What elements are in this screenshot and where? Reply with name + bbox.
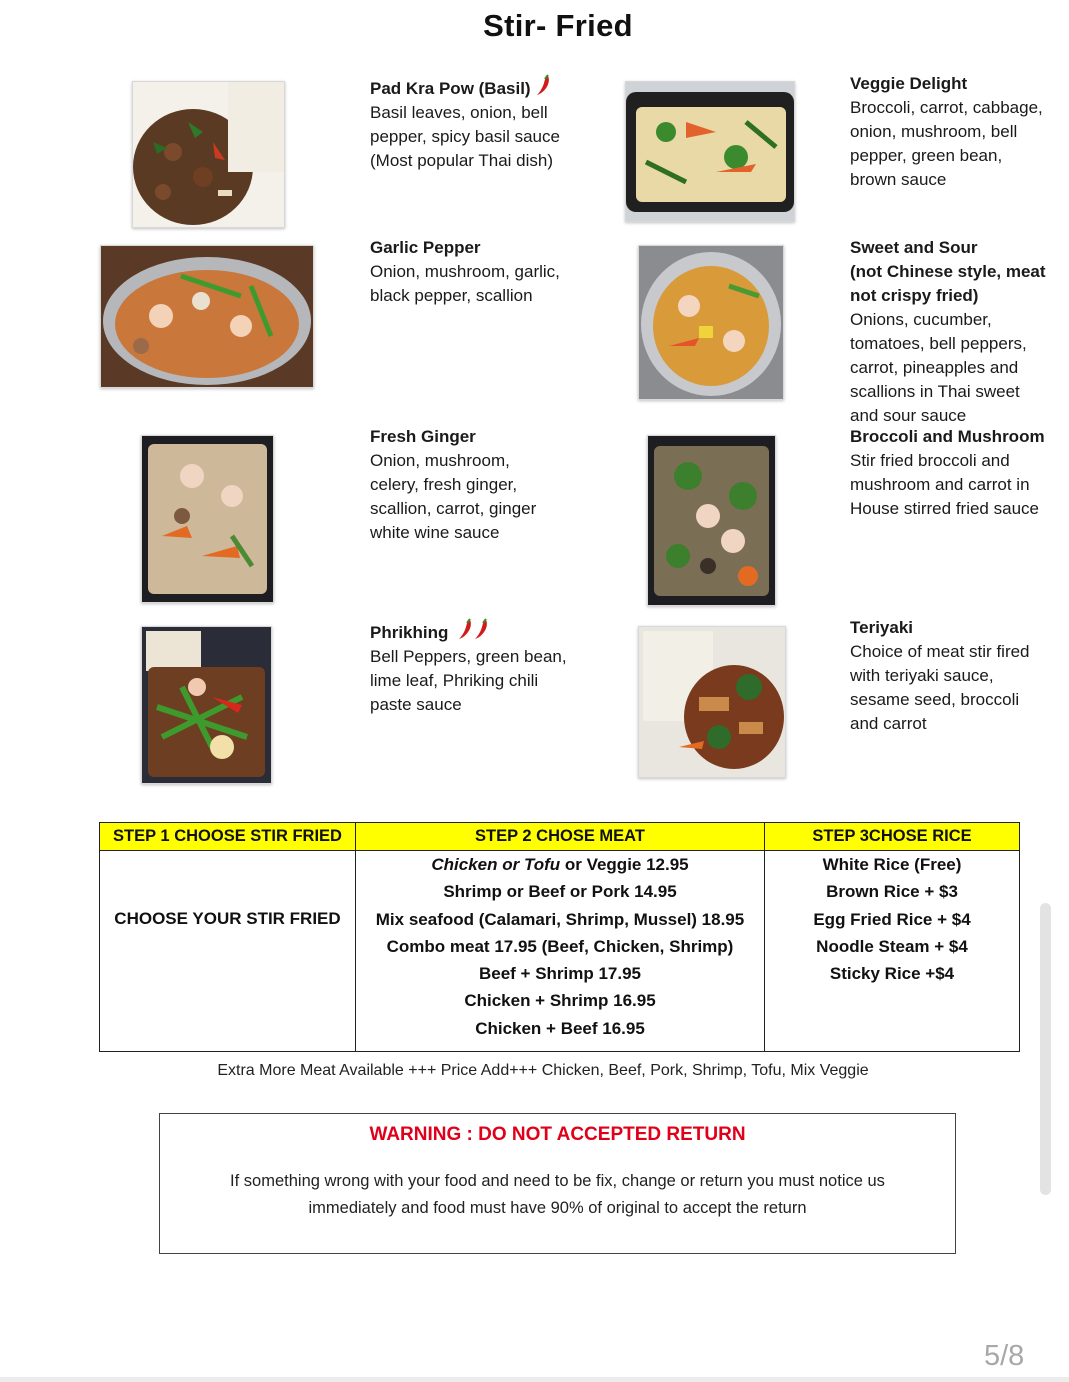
item-desc-line: and carrot <box>850 714 927 733</box>
item-desc-line: pepper, spicy basil sauce <box>370 127 560 146</box>
meat-option: Beef + Shrimp 17.95 <box>478 964 642 984</box>
menu-item-fresh-ginger <box>370 425 590 545</box>
meat-option: Chicken + Beef 16.95 <box>475 1018 645 1038</box>
item-desc-line: white wine sauce <box>370 523 500 542</box>
item-desc-line: Basil leaves, onion, bell <box>370 103 548 122</box>
two-chili-peppers-icon <box>456 618 490 640</box>
step3-rice-list <box>765 851 1020 1052</box>
item-desc-line: paste sauce <box>370 695 462 714</box>
item-desc-line: tomatoes, bell peppers, <box>850 334 1027 353</box>
item-name: Veggie Delight <box>850 74 968 93</box>
item-desc-line: sesame seed, broccoli <box>850 690 1020 709</box>
menu-item-sweet-and-sour <box>850 236 1065 428</box>
step2-meat-list <box>356 851 765 1052</box>
item-name: Teriyaki <box>850 618 914 637</box>
item-desc-line: Choice of meat stir fired <box>850 642 1030 661</box>
broccoli-and-mushroom-photo <box>647 435 776 606</box>
item-desc-line: mushroom and carrot in <box>850 475 1030 494</box>
menu-item-phrikhing <box>370 618 590 717</box>
meat-option-rest: or Veggie 12.95 <box>560 855 689 874</box>
warning-line: immediately and food must have 90% of original to accept the return <box>308 1199 807 1217</box>
warning-title: WARNING : DO NOT ACCEPTED RETURN <box>369 1124 746 1145</box>
item-desc-line: carrot, pineapples and <box>850 358 1019 377</box>
garlic-pepper-photo <box>100 245 314 388</box>
menu-item-veggie-delight <box>850 72 1060 192</box>
sweet-and-sour-photo <box>638 245 784 400</box>
item-desc-line: Bell Peppers, green bean, <box>370 647 567 666</box>
rice-option: Sticky Rice +$4 <box>829 964 955 984</box>
menu-item-teriyaki <box>850 616 1065 736</box>
item-name-line: (not Chinese style, meat <box>850 262 1046 281</box>
page-indicator: 5/8 <box>984 1340 1025 1372</box>
item-name: Pad Kra Pow (Basil) <box>370 79 531 98</box>
item-desc-line: black pepper, scallion <box>370 286 533 305</box>
teriyaki-photo <box>638 626 786 778</box>
step1-header: STEP 1 CHOOSE STIR FRIED <box>100 823 356 851</box>
item-name-line: not crispy fried) <box>850 286 979 305</box>
warning-box <box>159 1113 956 1254</box>
item-desc-line: lime leaf, Phriking chili <box>370 671 539 690</box>
veggie-delight-photo <box>625 81 795 222</box>
menu-item-pad-kra-pow <box>370 74 590 173</box>
fresh-ginger-photo <box>141 435 274 603</box>
step2-header: STEP 2 CHOSE MEAT <box>356 823 765 851</box>
meat-option: Mix seafood (Calamari, Shrimp, Mussel) 18.95 <box>375 909 745 929</box>
phrikhing-photo <box>141 626 272 784</box>
menu-item-broccoli-and-mushroom <box>850 425 1065 521</box>
item-desc-line: Broccoli, carrot, cabbage, <box>850 98 1043 117</box>
item-desc-line: and sour sauce <box>850 406 967 425</box>
item-desc-line: with teriyaki sauce, <box>850 666 994 685</box>
item-name: Phrikhing <box>370 623 449 642</box>
meat-option: Chicken + Shrimp 16.95 <box>464 991 656 1011</box>
item-desc-line: Onion, mushroom, garlic, <box>370 262 560 281</box>
menu-item-garlic-pepper <box>370 236 590 308</box>
bottom-divider <box>0 1377 1069 1382</box>
rice-option: Egg Fried Rice + $4 <box>813 909 971 929</box>
item-desc-line: scallions in Thai sweet <box>850 382 1020 401</box>
warning-body <box>160 1168 955 1222</box>
step3-header: STEP 3CHOSE RICE <box>765 823 1020 851</box>
meat-option <box>356 851 764 878</box>
item-desc-line: brown sauce <box>850 170 947 189</box>
item-desc-line: celery, fresh ginger, <box>370 475 518 494</box>
vertical-scrollbar[interactable] <box>1040 903 1051 1195</box>
meat-option-italic: Chicken or Tofu <box>431 855 561 874</box>
item-desc-line: Onions, cucumber, <box>850 310 992 329</box>
rice-option: Noodle Steam + $4 <box>816 936 968 956</box>
rice-option: White Rice (Free) <box>822 855 962 874</box>
item-desc-line: Stir fried broccoli and <box>850 451 1010 470</box>
rice-option: Brown Rice + $3 <box>826 882 958 902</box>
meat-option: Shrimp or Beef or Pork 14.95 <box>443 882 677 902</box>
item-name: Broccoli and Mushroom <box>850 427 1045 446</box>
step1-cell: CHOOSE YOUR STIR FRIED <box>100 851 356 1052</box>
page-title: Stir- Fried <box>483 8 633 43</box>
item-desc-line: pepper, green bean, <box>850 146 1003 165</box>
item-desc-line: scallion, carrot, ginger <box>370 499 537 518</box>
item-name-line: Sweet and Sour <box>850 238 978 257</box>
item-desc-line: Onion, mushroom, <box>370 451 510 470</box>
extra-meat-note: Extra More Meat Available +++ Price Add+++ Chicken, Beef, Pork, Shrimp, Tofu, Mix Veggie <box>217 1062 869 1079</box>
item-desc-line: (Most popular Thai dish) <box>370 151 553 170</box>
warning-line: If something wrong with your food and need to be fix, change or return you must notice us <box>230 1172 885 1190</box>
item-name: Garlic Pepper <box>370 238 481 257</box>
item-name: Fresh Ginger <box>370 427 476 446</box>
meat-option: Combo meat 17.95 (Beef, Chicken, Shrimp) <box>386 936 734 956</box>
order-steps-table <box>99 822 1020 1052</box>
item-desc-line: onion, mushroom, bell <box>850 122 1018 141</box>
pad-kra-pow-photo <box>132 81 285 228</box>
chili-pepper-icon <box>534 74 552 96</box>
item-desc-line: House stirred fried sauce <box>850 499 1039 518</box>
